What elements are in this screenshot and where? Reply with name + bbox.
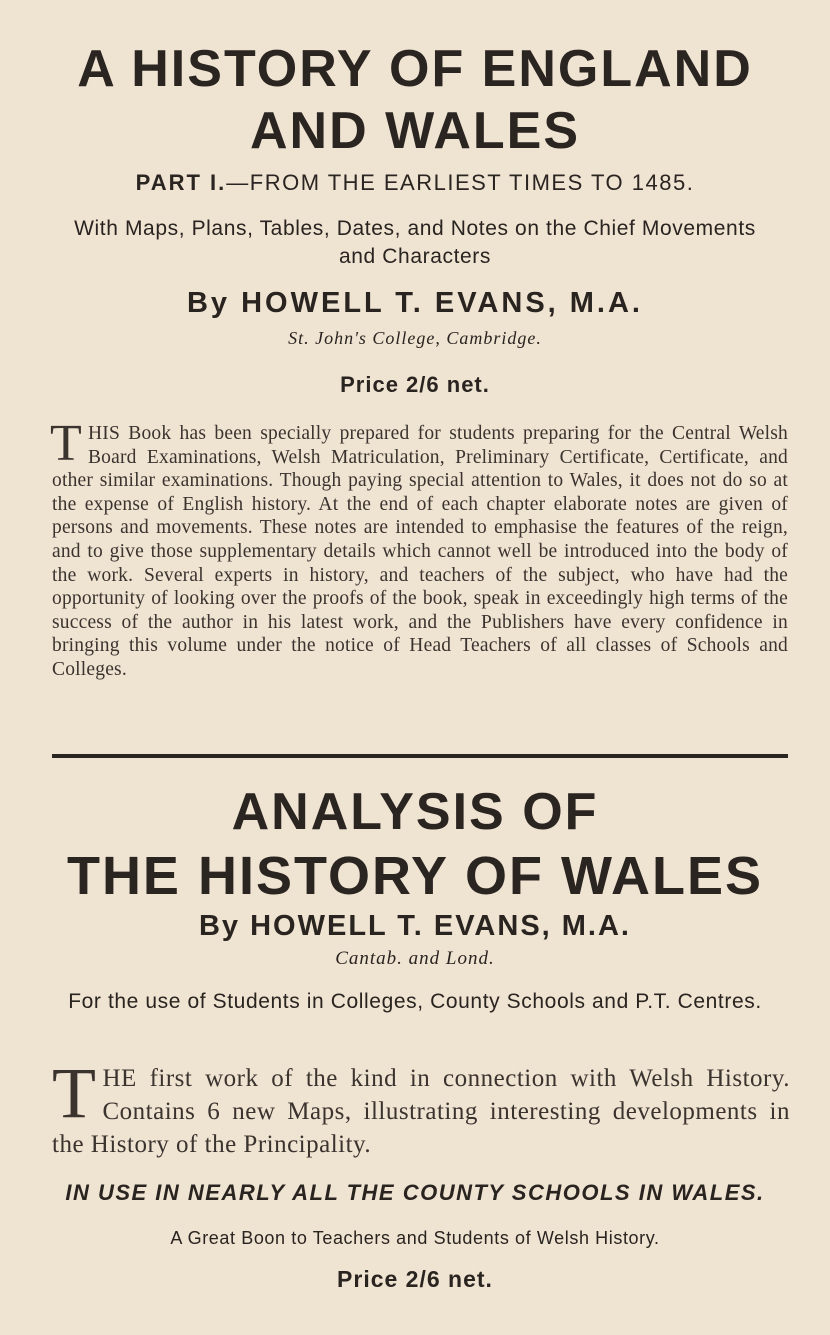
book1-title-line1: A HISTORY OF ENGLAND (77, 40, 753, 98)
book2-title-line2: THE HISTORY OF WALES (66, 846, 764, 906)
section-divider (52, 754, 788, 758)
book2-title-line1: ANALYSIS OF (231, 783, 599, 841)
book2-author: By HOWELL T. EVANS, M.A. (198, 910, 631, 942)
book1-affiliation: St. John's College, Cambridge. (288, 328, 542, 348)
book2-subtitle: For the use of Students in Colleges, County Schools and P.T. Centres. (68, 990, 762, 1013)
book2-affiliation: Cantab. and Lond. (335, 948, 495, 969)
book1-description-text: HIS Book has been specially prepared for students preparing for the Central Welsh Board Examinations, Welsh Matriculation, Preliminary Certificate, Certificate, and other similar examinations. Though paying special attention to Wales, it does not do so at the expense of English history. At the end of each chapter elaborate notes are given of persons and movements. These notes are intended to emphasise the features of the reign, and to give those supplementary details which cannot well be introduced into the body of the work. Several experts in history, and teachers of the subject, who have had the opportunity of looking over the proofs of the book, speak in exceedingly high terms of the success of the author in his latest work, and the Publishers have every confidence in bringing this volume under the notice of Head Teachers of all classes of Schools and Colleges. (52, 423, 788, 680)
book1-price: Price 2/6 net. (340, 372, 490, 397)
book2-dropcap: T (52, 1053, 97, 1133)
book1-subtitle: With Maps, Plans, Tables, Dates, and Notes on the Chief Movements and Characters (74, 217, 756, 268)
book2-usage: IN USE IN NEARLY ALL THE COUNTY SCHOOLS IN WALES. (65, 1180, 765, 1205)
book1-title-line2: AND WALES (250, 102, 580, 160)
book1-part-text: —FROM THE EARLIEST TIMES TO 1485. (226, 170, 695, 195)
book2-boon: A Great Boon to Teachers and Students of Welsh History. (170, 1228, 660, 1248)
book1-title (0, 38, 830, 162)
book1-part-label: PART I. (135, 170, 227, 195)
book2-price: Price 2/6 net. (337, 1266, 493, 1292)
book1-part-line (0, 170, 830, 196)
book2-title (0, 780, 830, 908)
book2-description (52, 1053, 790, 1161)
book1-description (50, 415, 788, 682)
book1-dropcap: T (50, 415, 82, 472)
book2-description-text: HE first work of the kind in connection with Welsh History. Contains 6 new Maps, illustrating interesting developments in the History of the Principality. (52, 1065, 790, 1158)
book1-author: By HOWELL T. EVANS, M.A. (186, 287, 643, 319)
